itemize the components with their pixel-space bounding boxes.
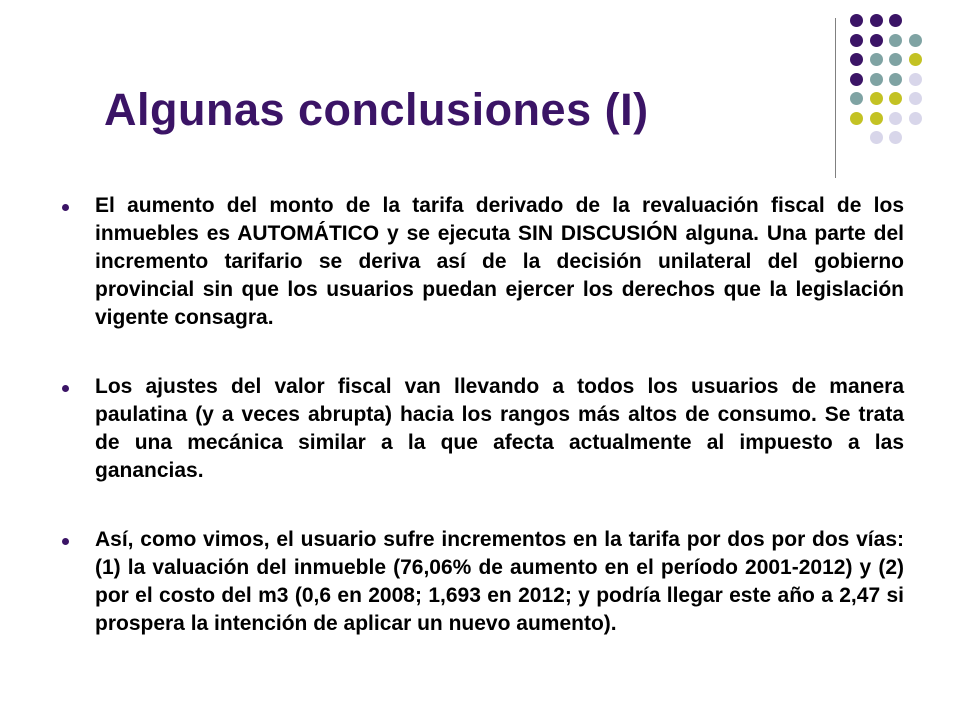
decorative-dot bbox=[870, 73, 883, 86]
bullet-item bbox=[58, 373, 904, 485]
decorative-dot bbox=[909, 92, 922, 105]
decorative-dot bbox=[870, 131, 883, 144]
decorative-dot bbox=[889, 14, 902, 27]
bullet-item bbox=[58, 192, 904, 332]
decorative-dot bbox=[909, 73, 922, 86]
decorative-dot bbox=[850, 53, 863, 66]
bullet-item bbox=[58, 526, 904, 638]
decorative-dot-grid bbox=[850, 14, 950, 154]
bullet-text: Así, como vimos, el usuario sufre incrementos en la tarifa por dos por dos vías: (1) la valuación del inmueble (76,06% de aumento en el período 2001-2012) y (2) por el costo del m3 (0,6 en 2008; 1,693 en 2012; y podría llegar este año a 2,47 si prospera la intención de aplicar un nuevo aumento). bbox=[95, 528, 904, 635]
decorative-dot bbox=[850, 14, 863, 27]
bullet-marker-icon bbox=[62, 538, 69, 545]
decorative-dot bbox=[870, 53, 883, 66]
decorative-dot bbox=[889, 53, 902, 66]
decorative-dot bbox=[889, 112, 902, 125]
decorative-dot bbox=[889, 34, 902, 47]
slide-title: Algunas conclusiones (I) bbox=[104, 84, 649, 135]
bullet-marker-icon bbox=[62, 385, 69, 392]
bullet-marker-icon bbox=[62, 204, 69, 211]
title-divider-line bbox=[835, 18, 836, 178]
decorative-dot bbox=[909, 53, 922, 66]
decorative-dot bbox=[850, 73, 863, 86]
decorative-dot bbox=[870, 14, 883, 27]
decorative-dot bbox=[870, 112, 883, 125]
decorative-dot bbox=[889, 131, 902, 144]
decorative-dot bbox=[909, 34, 922, 47]
bullet-text: Los ajustes del valor fiscal van llevando a todos los usuarios de manera paulatina (y a veces abrupta) hacia los rangos más altos de consumo. Se trata de una mecánica similar a la que afecta actualmente al impuesto a las ganancias. bbox=[95, 375, 904, 482]
decorative-dot bbox=[850, 34, 863, 47]
decorative-dot bbox=[889, 92, 902, 105]
decorative-dot bbox=[850, 92, 863, 105]
decorative-dot bbox=[870, 92, 883, 105]
decorative-dot bbox=[850, 112, 863, 125]
decorative-dot bbox=[909, 112, 922, 125]
bullet-list bbox=[58, 192, 904, 679]
decorative-dot bbox=[889, 73, 902, 86]
decorative-dot bbox=[870, 34, 883, 47]
bullet-text: El aumento del monto de la tarifa derivado de la revaluación fiscal de los inmuebles es AUTOMÁTICO y se ejecuta SIN DISCUSIÓN alguna. Una parte del incremento tarifario se deriva así de la decisión unilateral del gobierno provincial sin que los usuarios puedan ejercer los derechos que la legislación vigente consagra. bbox=[95, 194, 904, 329]
